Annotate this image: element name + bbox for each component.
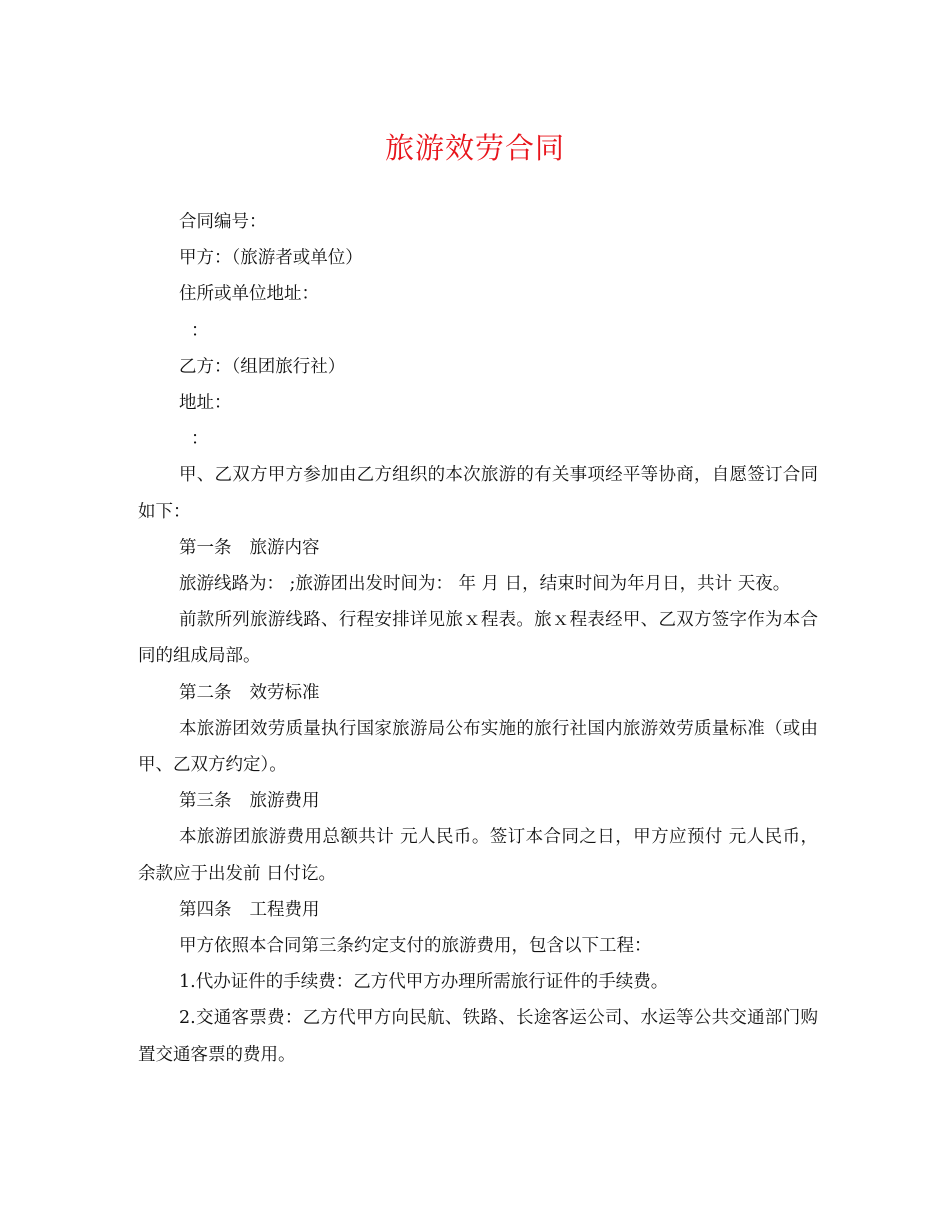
article-1-heading	[138, 530, 818, 566]
article-2-paragraph: 本旅游团效劳质量执行国家旅游局公布实施的旅行社国内旅游效劳质量标准（或由甲、乙双方约定）。	[138, 718, 818, 776]
article-3-name: 旅游费用	[249, 791, 320, 812]
article-2-name: 效劳标准	[249, 682, 320, 703]
article-2-number: 第二条	[179, 682, 232, 703]
party-b-address-line: 地址：	[179, 393, 232, 414]
article-4-item: 1.代办证件的手续费：乙方代甲方办理所需旅行证件的手续费。	[179, 972, 669, 993]
article-4-item: 2.交通客票费：乙方代甲方向民航、铁路、长途客运公司、水运等公共交通部门购置交通客票的费用。	[138, 1008, 818, 1065]
document-title: 旅游效劳合同	[384, 131, 565, 165]
preamble-paragraph: 甲、乙双方甲方参加由乙方组织的本次旅游的有关事项经平等协商，自愿签订合同如下：	[138, 465, 818, 522]
party-a-address-line: 住所或单位地址：	[179, 284, 319, 305]
article-4-paragraph: 甲方依照本合同第三条约定支付的旅游费用，包含以下工程：	[179, 936, 652, 957]
article-3-paragraph: 本旅游团旅游费用总额共计 元人民币。签订本合同之日，甲方应预付 元人民币，余款应于出发前 日付讫。	[138, 827, 818, 884]
party-b-line: 乙方：（组团旅行社）	[179, 356, 346, 377]
contract-number-line: 合同编号：	[179, 212, 267, 232]
article-3-number: 第三条	[179, 791, 232, 812]
article-1-paragraph: 旅游线路为： ;旅游团出发时间为： 年 月 日，结束时间为年月日，共计 天夜。	[179, 574, 791, 595]
article-1-number: 第一条	[179, 537, 232, 558]
party-b-blank-line: ：	[191, 429, 209, 450]
article-3-heading	[138, 783, 818, 819]
article-1-paragraph: 前款所列旅游线路、行程安排详见旅ｘ程表。旅ｘ程表经甲、乙双方签字作为本合同的组成局部。	[138, 610, 818, 667]
document-body	[138, 204, 818, 1073]
article-4-heading	[138, 892, 818, 928]
article-4-name: 工程费用	[249, 899, 320, 920]
article-1-name: 旅游内容	[249, 537, 320, 558]
party-a-line: 甲方：（旅游者或单位）	[179, 248, 363, 269]
article-2-heading	[138, 675, 818, 711]
article-4-number: 第四条	[179, 899, 232, 920]
party-a-blank-line: ：	[191, 320, 209, 341]
